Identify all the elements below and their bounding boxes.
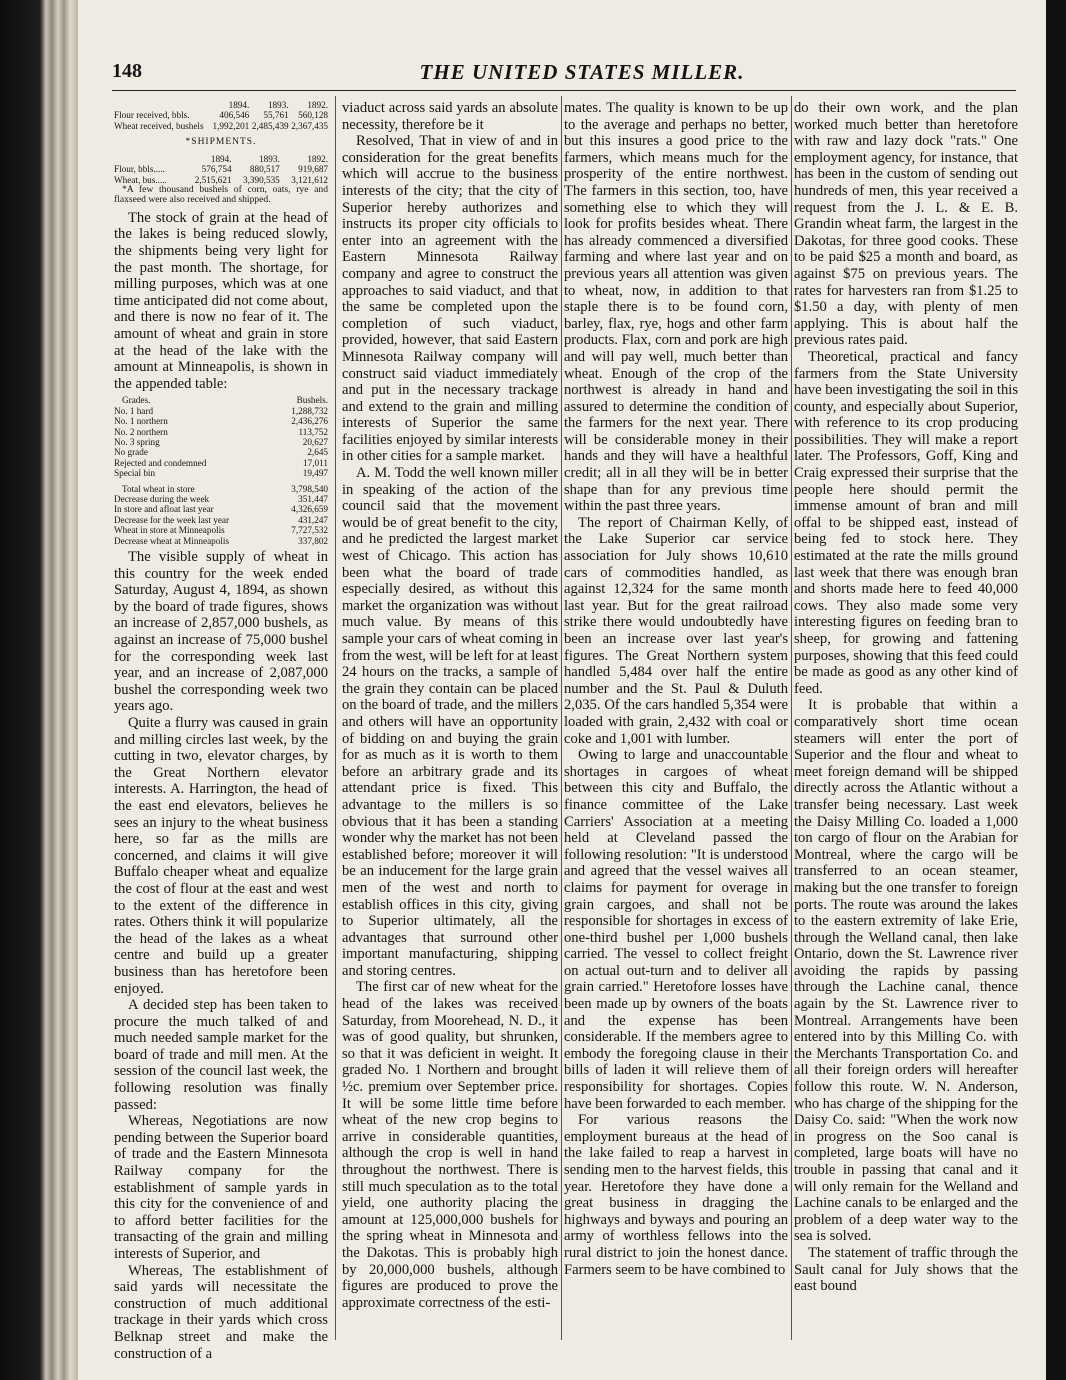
table-row (114, 504, 328, 514)
total-label: Wheat in store at Minneapolis (114, 525, 225, 536)
paragraph: Theoretical, practical and fancy farmers from the State University have been investigating the soil in this county, and especially about Superior, with reference to its crop producing possibilities. They will make a report later. The Professors, Goff, King and Craig expressed their surprise that the people here should permit the immense amount of bran and mill offal to be shipped east, instead of being fed to stock here. They estimated at the rate the mills ground last week that there was enough bran and shorts made here to feed 40,000 cows. They also made some very interesting figures on feeding bran to sheep, for growing and fattening purposes, showing that this feed could be made as good as any other kind of feed. (794, 348, 1018, 697)
paragraph: Owing to large and unaccountable shortages in cargoes of wheat between this city and Buffalo, the finance committee of the Lake Carriers' Association at a meeting held at Cleveland passed the following resolution: "It is understood and agreed that the vessel waives all claims for payment for overage in grain cargoes, and shall not be responsible for shortages in excess of one-third bushel per 1,000 bushels carried. The vessel to collect freight on actual out-turn and to deliver all grain carried." Heretofore losses have been made up by owners of the boats and the expense has been considerable. If the members agree to embody the foregoing clause in their bills of laden it will relieve them of responsibility for shortages. Copies have been forwarded to each member. (564, 747, 788, 1112)
cell: 880,517 (249, 164, 280, 175)
cell: 2,485,439 (251, 120, 289, 131)
column-2 (342, 100, 558, 1342)
table-row (114, 437, 328, 447)
year-1894: 1894. (210, 153, 232, 164)
column-divider (335, 96, 336, 1340)
column-divider (791, 96, 792, 1340)
table-row (114, 468, 328, 478)
total-value: 4,326,659 (291, 504, 328, 515)
cell: 2,367,435 (291, 120, 328, 131)
total-value: 351,447 (298, 494, 328, 505)
year-1892: 1892. (307, 100, 328, 110)
total-value: 431,247 (298, 514, 328, 525)
paragraph: It is probable that within a comparatively short time ocean steamers will enter the port of Superior and the flour and wheat to meet foreign demand will be shipped directly across the Atlantic without a transfer being necessary. Last week the Daisy Milling Co. loaded a 1,000 ton cargo of flour on the Arabian for Montreal, where the cargo will be transferred to an ocean steamer, making but the one transfer to foreign ports. The route was around the lakes to the eastern extremity of lake Erie, through the Welland canal, then lake Ontario, down the St. Lawrence river avoiding the rapids by passing through the Lachine canal, thence again by the St. Lawrence river to Montreal. Arrangements have been entered into by this Milling Co. with the Merchants Transportation Co. and all their foreign orders will hereafter follow this route. W. N. Anderson, who has charge of the shipping for the Daisy Co. said: "When the work now in progress on the Soo canal is completed, large boats will have no trouble in passing that canal and it will only remain for the Welland and Lachine canals to be enlarged and the problem of a deep water way to the sea is solved. (794, 697, 1018, 1245)
grade: Special bin (114, 468, 156, 479)
row-label: Wheat received, bushels (114, 120, 204, 131)
paragraph: A. M. Todd the well known miller in speaking of the action of the council said that the movement would be of great benefit to the city, and he predicted the largest market west of Chicago. This action has been what the board of trade especially desired, as without this market the organization was without much value. By means of this sample your cars of wheat coming in from the west, will be left for at least 24 hours on the tracks, a sample of the grain they contain can be placed on the board of trade, and the millers and others will have an opportunity of bidding on and buying the grain for as much as it is worth to them before an arbitrary grade and its attendant price is fixed. This advantage to the millers is so obvious that it has been a standing wonder why the market has not been established before; moreover it will be an inducement for the large grain men of the west and north to establish offices in this city, giving to Superior ultimately, all the advantages that surround other important manufacturing, shipping and storing centres. (342, 465, 558, 979)
grade: Rejected and condemned (114, 457, 207, 468)
table-row (114, 536, 328, 546)
year-1893: 1893. (259, 153, 280, 164)
total-label: Decrease during the week (114, 494, 210, 505)
paragraph: Quite a flurry was caused in grain and milling circles last week, by the cutting in two, elevator charges, by the Great Northern elevator interests. A. Harrington, the head of the east end elevators, believes he sees an injury to the wheat business here, so far as the mills are concerned, and claims it will give Buffalo cheaper wheat and equalize the cost of flour at the east and west to the extent of the difference in rates. Others think it will popularize the head of the lakes as a wheat centre and build up a greater business than has heretofore been enjoyed. (114, 715, 328, 997)
total-label: Total wheat in store (122, 483, 195, 494)
column-1 (114, 100, 328, 1362)
table-row (114, 416, 328, 426)
paragraph: The statement of traffic through the Sault canal for July shows that the east bound (794, 1244, 1018, 1295)
paragraph: Resolved, That in view of and in consideration for the great benefits which will accrue to the business interests of the city; that the city of Superior hereby authorizes and instructs its proper city officials to enter into an agreement with the Eastern Minnesota Railway company and agree to construct the approaches to said viaduct, and that the same be completed upon the completion of such viaduct, provided, however, that said Eastern Minnesota Railway company will construct said viaduct immediately and put in the necessary trackage and extend to the grain and milling interests of Superior the same facilities enjoyed by similar interests in other cities for a sample market. (342, 133, 558, 465)
bushels: 19,497 (302, 468, 328, 479)
table-row (114, 484, 328, 494)
total-label: In store and afloat last year (114, 504, 214, 515)
shipments-heading: *SHIPMENTS. (185, 137, 257, 148)
grade: No. 3 spring (114, 437, 160, 447)
paragraph: The report of Chairman Kelly, of the Lake Superior car service association for July shows 10,610 cars of commodities handled, as against 12,324 for the same month last year. But for the great railroad strike there would undoubtedly have been an increase over last year's figures. The Great Northern system handled 5,484 over half the entire number and the St. Paul & Duluth 2,035. Of the cars handled 5,354 were loaded with grain, 2,432 with coal or coke and 1,001 with lumber. (564, 514, 788, 747)
total-value: 337,802 (298, 535, 328, 546)
table-header-row (114, 100, 328, 110)
year-1894: 1894. (228, 100, 250, 110)
receipts-table (114, 100, 328, 131)
paragraph: mates. The quality is known to be up to the average and perhaps no better, but this insures a good price to the farmers, which means much for the prosperity of the entire northwest. The farmers in this section, too, have something else to which they will look for profits besides wheat. There has already commenced a diversified farming and where last year and on previous years all attention was given to wheat, now, in addition to that staple there is to be found corn, barley, flax, rye, hogs and other farm products. Flax, corn and pork are high and will pay well, much better than wheat. Enough of the crop of the northwest is already in hand and assured to determine the condition of the farmers for the next year. There will be considerable money in their hands and they will have a healthful credit; all in all they will be in better shape than for any previous time within the past three years. (564, 100, 788, 515)
column-3 (564, 100, 788, 1342)
grades-table (114, 395, 328, 546)
column-divider (561, 96, 562, 1340)
table-row (114, 110, 328, 120)
bushels: 20,627 (302, 437, 328, 447)
row-label: Flour received, bbls. (114, 110, 190, 121)
page-number: 148 (112, 60, 142, 82)
cell: 576,754 (201, 164, 232, 175)
shipments-table (114, 154, 328, 185)
table-row (114, 164, 328, 174)
grade: No. 2 northern (114, 426, 168, 437)
year-1893: 1893. (267, 100, 289, 110)
total-label: Decrease for the week last year (114, 514, 230, 525)
bushels: 17,011 (303, 457, 328, 468)
table-row (114, 515, 328, 525)
bushels: 2,436,276 (291, 416, 328, 427)
cell: 560,128 (298, 110, 328, 121)
cell: 406,546 (219, 110, 250, 121)
cell: 1,992,201 (212, 120, 250, 131)
row-label: Flour, bbls..... (114, 164, 165, 175)
cell: 919,687 (298, 164, 328, 175)
row-label: Wheat, bus..... (114, 174, 167, 185)
cell: 3,121,612 (291, 174, 328, 185)
table-header-row (114, 154, 328, 164)
paragraph: do their own work, and the plan worked much better than heretofore with raw and lazy dock "rats." One employment agency, for instance, that has been in the custom of sending out hundreds of men, this year received a request from the J. L. & E. B. Grandin wheat farm, the largest in the Dakotas, for three good cooks. These to be paid $25 a month and board, as against $75 on previous years. The rates for harvesters ran from $1.25 to $1.50 a day, with plenty of men applying. This is about half the previous rates paid. (794, 100, 1018, 349)
paragraph: The visible supply of wheat in this country for the week ended Saturday, August 4, 1894, as shown by the board of trade figures, shows an increase of 2,857,000 bushels, as against an increase of 75,000 bushel for the corresponding week last year, and an increase of 2,087,000 bushel the corresponding week two years ago. (114, 549, 328, 715)
table-row (114, 458, 328, 468)
cell: 2,515,621 (194, 174, 232, 185)
bushels: 2,645 (307, 447, 328, 458)
paragraph: Whereas, The establishment of said yards will necessitate the construction of much additional trackage in their yards which cross Belknap street and make the construction of a (114, 1262, 328, 1362)
table-row (114, 427, 328, 437)
newspaper-page (78, 0, 1046, 1380)
page-edge-shadow (1046, 0, 1066, 1380)
column-4 (794, 100, 1018, 1342)
table-row (114, 121, 328, 131)
table-row (114, 406, 328, 416)
paragraph: viaduct across said yards an absolute necessity, therefore be it (342, 100, 558, 133)
table-row (114, 525, 328, 535)
table-row (114, 447, 328, 457)
header-rule (112, 90, 1016, 91)
table-row (114, 494, 328, 504)
bushels: 1,288,732 (291, 405, 328, 416)
paragraph: Whereas, Negotiations are now pending between the Superior board of trade and the Eastern Minnesota Railway company for the establishment of sample yards in this city for the convenience of and to afford better facilities for the transacting of the grain and milling interests of Superior, and (114, 1113, 328, 1262)
table-header-row (114, 395, 328, 405)
bushels: 113,752 (298, 426, 328, 437)
year-1892: 1892. (307, 153, 328, 164)
cell: 55,761 (263, 110, 289, 121)
column-header-grades: Grades. (122, 395, 151, 406)
total-label: Decrease wheat at Minneapolis (114, 535, 230, 546)
total-value: 3,798,540 (291, 483, 328, 494)
publication-title: THE UNITED STATES MILLER. (419, 60, 745, 84)
book-binding (0, 0, 78, 1380)
shipments-footnote: *A few thousand bushels of corn, oats, rye and flaxseed were also received and shipped. (114, 184, 328, 206)
paragraph: A decided step has been taken to procure the much talked of and much needed sample market for the board of trade and mill men. At the session of the council last week, the following resolution was finally passed: (114, 997, 328, 1113)
paragraph: The first car of new wheat for the head of the lakes was received Saturday, from Moorehead, N. D., it was of good quality, but shrunken, so that it was deficient in weight. It graded No. 1 Northern and brought ½c. premium over September price. It will be some little time before wheat of the new crop begins to arrive in considerable quantities, although the crop is well in hand throughout the northwest. There is still much speculation as to the total yield, one authority placing the amount at 125,000,000 bushels for the spring wheat in Minnesota and the Dakotas. This is probably high by 20,000,000 bushels, although figures are produced to prove the approximate correctness of the esti- (342, 979, 558, 1311)
grade: No. 1 northern (114, 416, 168, 427)
paragraph: For various reasons the employment bureaus at the head of the lake failed to reap a harvest in sending men to the harvest fields, this year. Heretofore they have done a great business in dragging the highways and byways and pouring an army of worthless fellows into the rural district to join the honest dance. Farmers seem to be have combined to (564, 1112, 788, 1278)
grade: No. 1 hard (114, 405, 154, 416)
total-value: 7,727,532 (291, 525, 328, 536)
column-header-bushels: Bushels. (296, 395, 328, 406)
cell: 3,390,535 (243, 174, 280, 185)
grade: No grade (114, 447, 148, 458)
paragraph: The stock of grain at the head of the lakes is being reduced slowly, the shipments being very light for the past month. The shortage, for milling purposes, which was at one time anticipated did not come about, and there is now no fear of it. The amount of wheat and grain in store at the head of the lake with the amount at Minneapolis, is shown in the appended table: (114, 209, 328, 392)
